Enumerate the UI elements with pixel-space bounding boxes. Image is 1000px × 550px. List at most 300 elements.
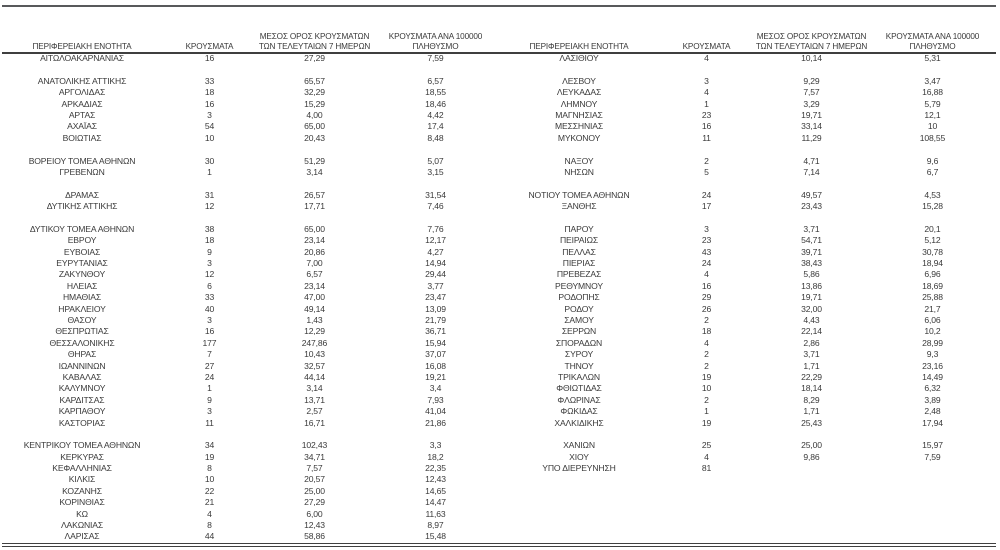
cell-cases: 40: [204, 303, 215, 314]
cell-cases: [162, 429, 257, 440]
cell-region: ΚΙΛΚΙΣ: [68, 474, 96, 485]
cell-per100k: 3,89: [924, 394, 941, 405]
cell-cases: 29: [701, 292, 712, 303]
cell-region: ΑΧΑΪΑΣ: [67, 121, 97, 132]
header-avg7-line1: ΜΕΣΟΣ ΟΡΟΣ ΚΡΟΥΣΜΑΤΩΝ: [259, 32, 370, 42]
cell-per100k: 31,54: [425, 189, 446, 200]
cell-cases: 19: [701, 417, 712, 428]
table-row: [2, 531, 499, 542]
table-row: [499, 99, 996, 110]
table-row: [2, 463, 499, 474]
cell-region: ΗΛΕΙΑΣ: [66, 280, 98, 291]
table-row: [2, 281, 499, 292]
cell-avg7: 17,71: [304, 201, 325, 212]
cell-avg7: [257, 144, 372, 155]
table-row: [499, 326, 996, 337]
cell-per100k: 21,86: [425, 417, 446, 428]
header-cases: [659, 26, 754, 52]
cell-region: ΘΑΣΟΥ: [67, 314, 97, 325]
cell-per100k: 6,57: [427, 75, 444, 86]
header-per100k-line2: ΠΛΗΘΥΣΜΟ: [412, 41, 459, 51]
cell-avg7: 20,57: [304, 474, 325, 485]
header-avg7-line2: ΤΩΝ ΤΕΛΕΥΤΑΙΩΝ 7 ΗΜΕΡΩΝ: [258, 41, 371, 51]
cell-avg7: 18,14: [801, 383, 822, 394]
cell-per100k: 23,16: [922, 360, 943, 371]
cell-avg7: 6,00: [306, 508, 323, 519]
cell-avg7: [754, 486, 869, 497]
cell-per100k: 17,4: [427, 121, 444, 132]
cell-per100k: 21,79: [425, 314, 446, 325]
cell-region: ΚΟΖΑΝΗΣ: [62, 485, 102, 496]
cell-cases: 18: [701, 326, 712, 337]
cell-per100k: 6,96: [924, 269, 941, 280]
cell-avg7: 13,86: [801, 280, 822, 291]
cell-cases: 177: [202, 337, 217, 348]
cell-avg7: 4,71: [803, 155, 820, 166]
table-row: [499, 156, 996, 167]
cell-per100k: [372, 144, 499, 155]
table-row: [499, 121, 996, 132]
spacer-row: [499, 64, 996, 75]
cell-avg7: 9,86: [803, 451, 820, 462]
cell-cases: 8: [207, 463, 212, 474]
cell-avg7: 12,43: [304, 520, 325, 531]
cell-region: ΠΕΛΛΑΣ: [562, 246, 596, 257]
cell-avg7: 25,00: [801, 440, 822, 451]
header-cases-label: ΚΡΟΥΣΜΑΤΑ: [185, 41, 234, 51]
cell-per100k: 11,63: [425, 508, 446, 519]
cell-avg7: 7,57: [306, 463, 323, 474]
cell-cases: 10: [701, 383, 712, 394]
cell-region: ΒΟΡΕΙΟΥ ΤΟΜΕΑ ΑΘΗΝΩΝ: [28, 155, 136, 166]
cell-per100k: 18,2: [427, 451, 444, 462]
cell-cases: 22: [204, 485, 215, 496]
header-per100k-line2: ΠΛΗΘΥΣΜΟ: [909, 41, 956, 51]
table-row: [2, 338, 499, 349]
cell-avg7: 16,71: [304, 417, 325, 428]
cell-per100k: 12,43: [425, 474, 446, 485]
header-per100k-line1: ΚΡΟΥΣΜΑΤΑ ΑΝΑ 100000: [885, 32, 980, 42]
cell-cases: 24: [204, 371, 215, 382]
spacer-row: [2, 178, 499, 189]
cell-region: ΘΕΣΠΡΩΤΙΑΣ: [55, 326, 109, 337]
cell-region: ΒΟΙΩΤΙΑΣ: [62, 132, 102, 143]
cell-cases: 31: [204, 189, 215, 200]
table-row: [499, 383, 996, 394]
cell-cases: [162, 64, 257, 75]
cell-cases: [659, 474, 754, 485]
cell-region: ΦΛΩΡΙΝΑΣ: [557, 394, 601, 405]
cell-cases: 10: [204, 474, 215, 485]
cell-avg7: 34,71: [304, 451, 325, 462]
cell-avg7: [257, 64, 372, 75]
cell-per100k: [869, 531, 996, 542]
cell-avg7: [754, 463, 869, 474]
cell-avg7: 22,29: [801, 371, 822, 382]
cell-per100k: 3,77: [427, 280, 444, 291]
cell-cases: 16: [204, 326, 215, 337]
cell-region: ΔΡΑΜΑΣ: [65, 189, 99, 200]
cell-per100k: 17,94: [922, 417, 943, 428]
cell-region: [2, 212, 162, 223]
cell-region: ΤΡΙΚΑΛΩΝ: [557, 371, 600, 382]
cell-region: [499, 520, 659, 531]
table-row: [499, 338, 996, 349]
cell-per100k: 10: [927, 121, 938, 132]
cell-per100k: 14,94: [425, 258, 446, 269]
cell-per100k: 3,15: [427, 166, 444, 177]
cell-cases: [659, 531, 754, 542]
cell-avg7: 8,29: [803, 394, 820, 405]
cell-avg7: 247,86: [301, 337, 328, 348]
cell-cases: 5: [704, 166, 709, 177]
cell-cases: [162, 178, 257, 189]
table-row: [2, 395, 499, 406]
cell-region: ΚΑΡΔΙΤΣΑΣ: [59, 394, 105, 405]
cell-cases: 12: [204, 201, 215, 212]
cell-per100k: 8,48: [427, 132, 444, 143]
cell-region: ΣΕΡΡΩΝ: [561, 326, 597, 337]
cell-cases: [659, 212, 754, 223]
cell-region: ΘΕΣΣΑΛΟΝΙΚΗΣ: [49, 337, 115, 348]
cell-region: ΗΜΑΘΙΑΣ: [63, 292, 101, 303]
table-row: [499, 76, 996, 87]
cell-region: ΜΕΣΣΗΝΙΑΣ: [554, 121, 603, 132]
cell-cases: [659, 178, 754, 189]
table-row: [499, 418, 996, 429]
cell-per100k: 4,53: [924, 189, 941, 200]
right-table-rows: [499, 53, 996, 543]
cell-cases: 38: [204, 223, 215, 234]
cell-per100k: [869, 212, 996, 223]
cell-region: [499, 212, 659, 223]
cell-cases: [659, 429, 754, 440]
cell-region: ΤΗΝΟΥ: [564, 360, 594, 371]
cell-cases: 1: [704, 98, 709, 109]
table-row: [2, 497, 499, 508]
cell-cases: [659, 520, 754, 531]
cell-avg7: 33,14: [801, 121, 822, 132]
cell-avg7: 3,14: [306, 166, 323, 177]
cell-cases: 1: [207, 166, 212, 177]
spacer-row: [499, 212, 996, 223]
cell-cases: [659, 64, 754, 75]
spacer-row: [499, 474, 996, 485]
cell-per100k: 15,28: [922, 201, 943, 212]
header-cases: [162, 26, 257, 52]
table-header-row: [2, 26, 996, 54]
cell-cases: [659, 509, 754, 520]
cell-per100k: 36,71: [425, 326, 446, 337]
table-row: [2, 326, 499, 337]
cell-region: ΚΩ: [76, 508, 88, 519]
cell-region: [499, 144, 659, 155]
cell-per100k: 16,08: [425, 360, 446, 371]
cell-avg7: [754, 509, 869, 520]
cell-per100k: [372, 429, 499, 440]
header-avg7-line1: ΜΕΣΟΣ ΟΡΟΣ ΚΡΟΥΣΜΑΤΩΝ: [756, 32, 867, 42]
table-row: [2, 474, 499, 485]
cell-per100k: 22,35: [425, 463, 446, 474]
cell-avg7: 54,71: [801, 235, 822, 246]
cell-region: ΛΕΣΒΟΥ: [562, 75, 596, 86]
cell-cases: 3: [207, 109, 212, 120]
cell-region: ΙΩΑΝΝΙΝΩΝ: [58, 360, 106, 371]
table-row: [2, 452, 499, 463]
cell-per100k: 108,55: [919, 132, 946, 143]
table-row: [2, 224, 499, 235]
cell-cases: 12: [204, 269, 215, 280]
table-row: [499, 361, 996, 372]
cell-region: ΚΑΒΑΛΑΣ: [62, 371, 102, 382]
cell-avg7: 27,29: [304, 53, 325, 63]
spacer-row: [499, 531, 996, 542]
cell-per100k: 12,1: [924, 109, 941, 120]
spacer-row: [499, 509, 996, 520]
table-row: [499, 110, 996, 121]
cell-region: ΚΟΡΙΝΘΙΑΣ: [59, 497, 105, 508]
cell-per100k: 15,97: [922, 440, 943, 451]
cell-region: ΧΑΛΚΙΔΙΚΗΣ: [554, 417, 604, 428]
cell-cases: 16: [204, 53, 215, 63]
cell-region: ΚΑΛΥΜΝΟΥ: [58, 383, 106, 394]
cell-cases: 19: [204, 451, 215, 462]
cell-region: [2, 144, 162, 155]
header-region-label: ΠΕΡΙΦΕΡΕΙΑΚΗ ΕΝΟΤΗΤΑ: [32, 41, 132, 51]
table-row: [2, 76, 499, 87]
table-row: [2, 110, 499, 121]
cell-region: ΚΑΡΠΑΘΟΥ: [58, 406, 106, 417]
cell-region: ΚΕΡΚΥΡΑΣ: [60, 451, 104, 462]
spacer-row: [2, 212, 499, 223]
cell-cases: 21: [204, 497, 215, 508]
cell-per100k: 23,47: [425, 292, 446, 303]
cell-cases: 30: [204, 155, 215, 166]
cell-cases: 18: [204, 87, 215, 98]
spacer-row: [499, 520, 996, 531]
cell-cases: 3: [207, 258, 212, 269]
top-rule: [2, 5, 996, 7]
cell-region: ΛΑΚΩΝΙΑΣ: [60, 520, 104, 531]
cell-region: ΝΑΞΟΥ: [564, 155, 594, 166]
cell-per100k: 28,99: [922, 337, 943, 348]
cell-per100k: [869, 509, 996, 520]
cell-per100k: 19,21: [425, 371, 446, 382]
table-row: [499, 304, 996, 315]
table-row: [2, 53, 499, 64]
table-row: [2, 292, 499, 303]
cell-region: [499, 509, 659, 520]
cell-cases: 4: [207, 508, 212, 519]
table-row: [2, 258, 499, 269]
cell-cases: [659, 486, 754, 497]
cell-per100k: 6,32: [924, 383, 941, 394]
spacer-row: [499, 486, 996, 497]
cell-cases: 24: [701, 189, 712, 200]
cell-cases: 3: [704, 223, 709, 234]
header-avg7-line2: ΤΩΝ ΤΕΛΕΥΤΑΙΩΝ 7 ΗΜΕΡΩΝ: [755, 41, 868, 51]
cell-per100k: 4,27: [427, 246, 444, 257]
cell-avg7: [754, 64, 869, 75]
cell-region: ΧΑΝΙΩΝ: [563, 440, 595, 451]
cell-per100k: 5,31: [924, 53, 941, 63]
cell-per100k: [869, 64, 996, 75]
cell-cases: 4: [704, 53, 709, 63]
cell-avg7: 25,00: [304, 485, 325, 496]
spacer-row: [499, 178, 996, 189]
cell-avg7: 6,57: [306, 269, 323, 280]
right-table-header: [499, 26, 996, 52]
cell-region: [499, 497, 659, 508]
cell-avg7: 11,29: [801, 132, 822, 143]
table-row: [2, 190, 499, 201]
cell-avg7: 49,14: [304, 303, 325, 314]
left-table-header: [2, 26, 499, 52]
cell-per100k: 12,17: [425, 235, 446, 246]
cell-cases: 1: [704, 406, 709, 417]
table-row: [2, 361, 499, 372]
cell-per100k: 7,59: [924, 451, 941, 462]
table-row: [2, 99, 499, 110]
cell-avg7: [257, 212, 372, 223]
cell-per100k: 9,3: [926, 349, 939, 360]
cell-avg7: [754, 212, 869, 223]
header-per100k-line1: ΚΡΟΥΣΜΑΤΑ ΑΝΑ 100000: [388, 32, 483, 42]
cell-avg7: 7,00: [306, 258, 323, 269]
cell-region: ΠΙΕΡΙΑΣ: [562, 258, 596, 269]
cell-region: ΥΠΟ ΔΙΕΡΕΥΝΗΣΗ: [542, 463, 616, 474]
cell-cases: 18: [204, 235, 215, 246]
cell-region: ΡΟΔΟΥ: [564, 303, 594, 314]
cell-per100k: 10,2: [924, 326, 941, 337]
cell-cases: 11: [702, 132, 711, 143]
cell-region: ΛΑΡΙΣΑΣ: [64, 531, 100, 542]
table-row: [2, 121, 499, 132]
cell-cases: 2: [704, 155, 709, 166]
cell-avg7: 27,29: [304, 497, 325, 508]
cell-per100k: 6,7: [926, 166, 939, 177]
cell-cases: 1: [207, 383, 212, 394]
spacer-row: [499, 497, 996, 508]
cell-region: [499, 429, 659, 440]
cell-cases: 26: [701, 303, 712, 314]
cell-cases: 43: [701, 246, 712, 257]
table-row: [499, 269, 996, 280]
cell-region: ΖΑΚΥΝΘΟΥ: [58, 269, 106, 280]
cell-cases: 19: [701, 371, 712, 382]
cell-per100k: 2,48: [924, 406, 941, 417]
cell-avg7: 32,29: [304, 87, 325, 98]
cell-per100k: [869, 429, 996, 440]
cell-per100k: 25,88: [922, 292, 943, 303]
table-row: [2, 418, 499, 429]
cell-avg7: 1,71: [803, 360, 820, 371]
cell-cases: 9: [207, 394, 212, 405]
cell-per100k: 5,07: [427, 155, 444, 166]
cell-avg7: 65,00: [304, 121, 325, 132]
cell-per100k: 3,47: [924, 75, 941, 86]
table-row: [499, 224, 996, 235]
cell-avg7: 22,14: [801, 326, 822, 337]
table-row: [2, 235, 499, 246]
cell-per100k: 30,78: [922, 246, 943, 257]
cell-avg7: 20,86: [304, 246, 325, 257]
cell-region: ΚΑΣΤΟΡΙΑΣ: [58, 417, 106, 428]
cell-avg7: 102,43: [301, 440, 328, 451]
cell-region: [499, 178, 659, 189]
cell-per100k: 5,12: [924, 235, 941, 246]
table-row: [2, 247, 499, 258]
cell-region: ΔΥΤΙΚΗΣ ΑΤΤΙΚΗΣ: [46, 201, 118, 212]
table-row: [2, 201, 499, 212]
cell-region: ΦΩΚΙΔΑΣ: [560, 406, 598, 417]
cell-avg7: 19,71: [801, 292, 822, 303]
table-row: [2, 349, 499, 360]
cell-region: ΛΗΜΝΟΥ: [560, 98, 598, 109]
cell-cases: 16: [204, 98, 215, 109]
cell-avg7: [257, 178, 372, 189]
cell-per100k: 7,59: [427, 53, 444, 63]
cell-avg7: 9,29: [803, 75, 820, 86]
spacer-row: [499, 429, 996, 440]
cell-cases: 2: [704, 360, 709, 371]
cell-per100k: 15,94: [425, 337, 446, 348]
cell-region: ΑΝΑΤΟΛΙΚΗΣ ΑΤΤΙΚΗΣ: [37, 75, 127, 86]
cell-cases: 2: [704, 314, 709, 325]
cell-cases: 9: [207, 246, 212, 257]
cell-avg7: 51,29: [304, 155, 325, 166]
cell-region: ΛΕΥΚΑΔΑΣ: [556, 87, 602, 98]
table-row: [499, 53, 996, 64]
cell-avg7: 2,86: [803, 337, 820, 348]
cell-avg7: 7,14: [803, 166, 820, 177]
cell-per100k: 14,47: [425, 497, 446, 508]
cell-avg7: 38,43: [801, 258, 822, 269]
table-row: [499, 167, 996, 178]
table-row: [2, 315, 499, 326]
table-row: [499, 315, 996, 326]
cell-avg7: 65,00: [304, 223, 325, 234]
cell-cases: 10: [204, 132, 215, 143]
cell-cases: 4: [704, 269, 709, 280]
cell-avg7: 65,57: [304, 75, 325, 86]
cell-region: ΝΟΤΙΟΥ ΤΟΜΕΑ ΑΘΗΝΩΝ: [528, 189, 630, 200]
spacer-row: [2, 144, 499, 155]
cell-avg7: [754, 144, 869, 155]
cell-avg7: 10,43: [304, 349, 325, 360]
table-row: [499, 201, 996, 212]
cell-avg7: 1,43: [306, 314, 323, 325]
cell-avg7: 10,14: [801, 53, 822, 63]
cell-cases: 8: [207, 520, 212, 531]
table-row: [499, 281, 996, 292]
cell-per100k: 9,6: [926, 155, 939, 166]
cell-avg7: [754, 429, 869, 440]
cell-avg7: 20,43: [304, 132, 325, 143]
cell-avg7: 26,57: [304, 189, 325, 200]
cell-per100k: 7,76: [427, 223, 444, 234]
table-row: [499, 372, 996, 383]
cell-avg7: 47,00: [304, 292, 325, 303]
table-body: [2, 53, 996, 543]
cell-cases: 27: [204, 360, 215, 371]
table-row: [499, 395, 996, 406]
cell-avg7: [257, 429, 372, 440]
bottom-rule: [2, 543, 996, 547]
cell-per100k: [869, 144, 996, 155]
cell-per100k: [372, 212, 499, 223]
cell-region: [499, 474, 659, 485]
